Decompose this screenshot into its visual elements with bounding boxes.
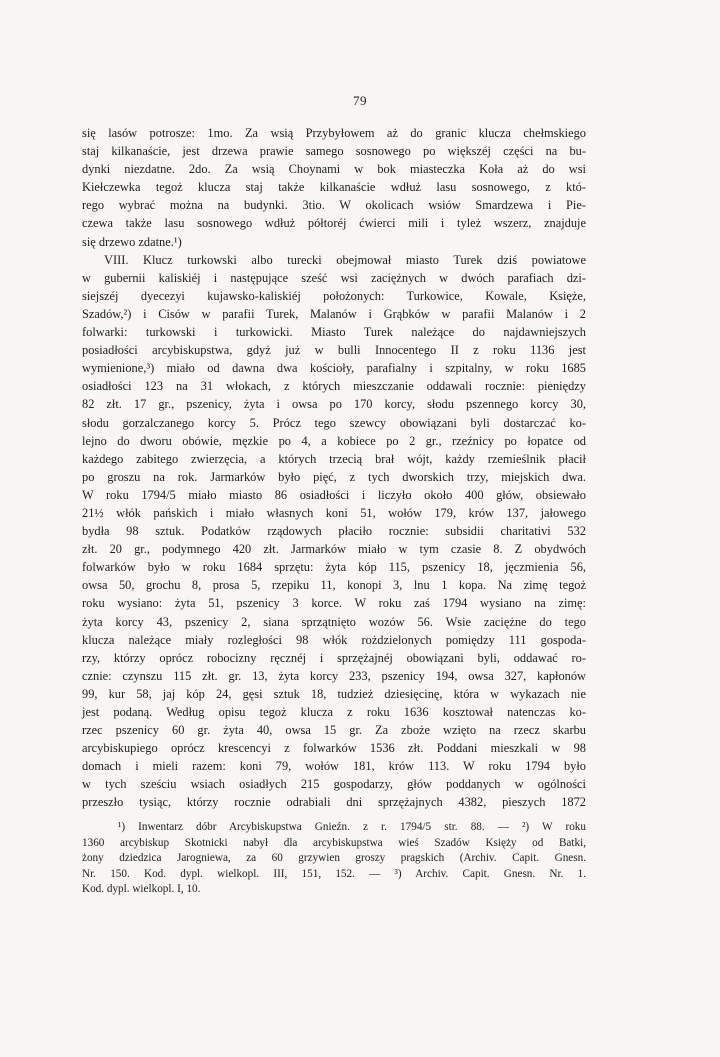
text-line: VIII. Klucz turkowski albo turecki obejmował miasto Turek dziś powiatowe [104,252,586,267]
text-line: owsa 50, grochu 8, prosa 5, rzepiku 11, konopi 3, lnu 1 kopa. Na zimę tegoż [82,578,586,593]
text-line: osiadłości 123 na 31 włokach, z których mieszczanie oddawali rocznie: pieniędzy [82,379,586,394]
text-line: 82 złt. 17 gr., pszenicy, żyta i owsa po 170 korcy, słodu pszennego korcy 30, [82,397,586,412]
text-line: jest podaną. Według opisu tegoż klucza z roku 1636 kosztował natenczas ko- [82,705,586,719]
footnote-line: żony dziedzica Jarogniewa, za 60 grzywien groszy pragskich (Archiv. Capit. Gnesn. [82,852,586,865]
text-line: żyta korcy 43, pszenicy 2, siana sprzątnięto wozów 56. Wsie zaciężne do tego [82,614,586,629]
text-line: dynki niezdatne. 2do. Za wsią Choynami w bok miasteczka Koła aż do wsi [82,162,586,177]
text-line: Kiełczewka tegoż klucza staj także kilkanaście wdłuż lasu sosnowego, z któ- [82,180,586,195]
text-line: W roku 1794/5 miało miasto 86 osiadłości i liczyło około 400 głów, obsiewało [82,487,586,502]
main-text [82,124,586,812]
text-line: Szadów,²) i Cisów w parafii Turek, Malanów i Grąbków w parafii Malanów i 2 [82,306,586,321]
footnote-line: Nr. 150. Kod. dypl. wielkopl. III, 151, 152. — ³) Archiv. Capit. Gnesn. Nr. 1. [82,867,586,880]
footnote-line: ¹) Inwentarz dóbr Arcybiskupstwa Gnieźn. z r. 1794/5 str. 88. — ²) W roku [118,821,586,833]
text-line: roku wysiano: żyta 51, pszenicy 3 korce. W roku zaś 1794 wysiano na zimę: [82,596,586,611]
text-line: po groszu na rok. Jarmarków było pięć, z tych dworskich trzy, miejskich dwa. [82,469,586,484]
text-line: rzy, którzy oprócz robocizny ręcznéj i sprzężajnéj obowiązani byli, oddawać ro- [82,650,586,665]
text-line: folwarków było w roku 1684 sprzętu: żyta kóp 115, pszenicy 18, jęczmienia 56, [82,560,586,575]
text-line: domach i mieli razem: koni 79, wołów 181, krów 113. W roku 1794 było [82,759,586,774]
text-line: się drzewo zdatne.¹) [82,234,182,249]
footnote-line: 1360 arcybiskup Skotnicki nabył dla arcybiskupstwa wieś Szadów Księży od Batki, [82,836,586,849]
text-line: każdego zabitego zwierzęcia, a których trzecią brał wójt, każdy rzemieślnik płacił [82,451,586,466]
text-line: arcybiskupiego oprócz krescencyi z folwarków 1536 złt. Poddani mieszkali w 98 [82,741,586,756]
text-line: posiadłości arcybiskupstwa, gdyż już w bulli Innocentego II z roku 1136 jest [82,343,586,358]
text-line: złt. 20 gr., podymnego 420 złt. Jarmarków miało w tym czasie 8. Z obydwóch [82,542,586,557]
text-line: bydła 98 sztuk. Podatków rządowych płaciło rocznie: subsidii charitativi 532 [82,524,586,539]
text-line: cznie: czynszu 115 złt. gr. 13, żyta korcy 233, pszenicy 194, owsa 327, kapłonów [82,668,586,683]
text-line: słodu gorzalczanego korcy 5. Prócz tego szewcy obowiązani byli dostarczać ko- [82,415,586,430]
text-line: staj kilkanaście, jest drzewa prawie samego sosnowego po większéj części na bu- [82,144,586,159]
text-line: siejszéj dyecezyi kujawsko-kaliskiéj położonych: Turkowice, Kowale, Księże, [82,288,586,303]
text-line: 21½ włók pańskich i miało własnych koni 51, wołów 179, krów 137, jałowego [82,505,586,520]
text-line: 99, kur 58, jaj kóp 24, gęsi sztuk 18, tudzież dziesięcinę, która w wykazach nie [82,686,586,701]
text-line: czewa także lasu sosnowego wdłuż półtoréj ćwierci mili i tyleż wszerz, znajduje [82,216,586,231]
text-line: klucza należące miały rozległości 98 włók rożdzielonych pomiędzy 111 gospoda- [82,632,586,647]
footnotes [82,820,586,898]
text-line: rzec pszenicy 60 gr. żyta 40, owsa 15 gr. Za zboże wzięto na rzecz skarbu [82,723,586,738]
text-line: rego wybrać można na budynki. 3tio. W okolicach wsiów Smardzewa i Pie- [82,198,586,213]
page-number: 79 [353,93,367,108]
footnote-line: Kod. dypl. wielkopl. I, 10. [82,883,201,896]
text-line: się lasów potrosze: 1mo. Za wsią Przybyłowem aż do granic klucza chełmskiego [82,126,586,140]
text-line: w gubernii kaliskiéj i następujące sześć wsi zaciężnych w dwóch parafiach dzi- [82,270,586,285]
text-line: w tych sześciu wsiach osiadłych 215 gospodarzy, głów poddanych w ogólności [82,777,586,792]
text-line: przeszło tysiąc, którzy rocznie odrabiali dni sprzężajnych 4382, pieszych 1872 [82,795,586,810]
text-line: wymienione,³) miało od dawna dwa kościoły, parafialny i szpitalny, w roku 1685 [82,361,586,376]
text-line: folwarki: turkowski i turkowicki. Miasto Turek należące do najdawniejszych [82,325,586,340]
text-line: lejno do dworu obówie, męzkie po 4, a kobiece po 2 gr., rzeźnicy po łopatce od [82,433,586,448]
